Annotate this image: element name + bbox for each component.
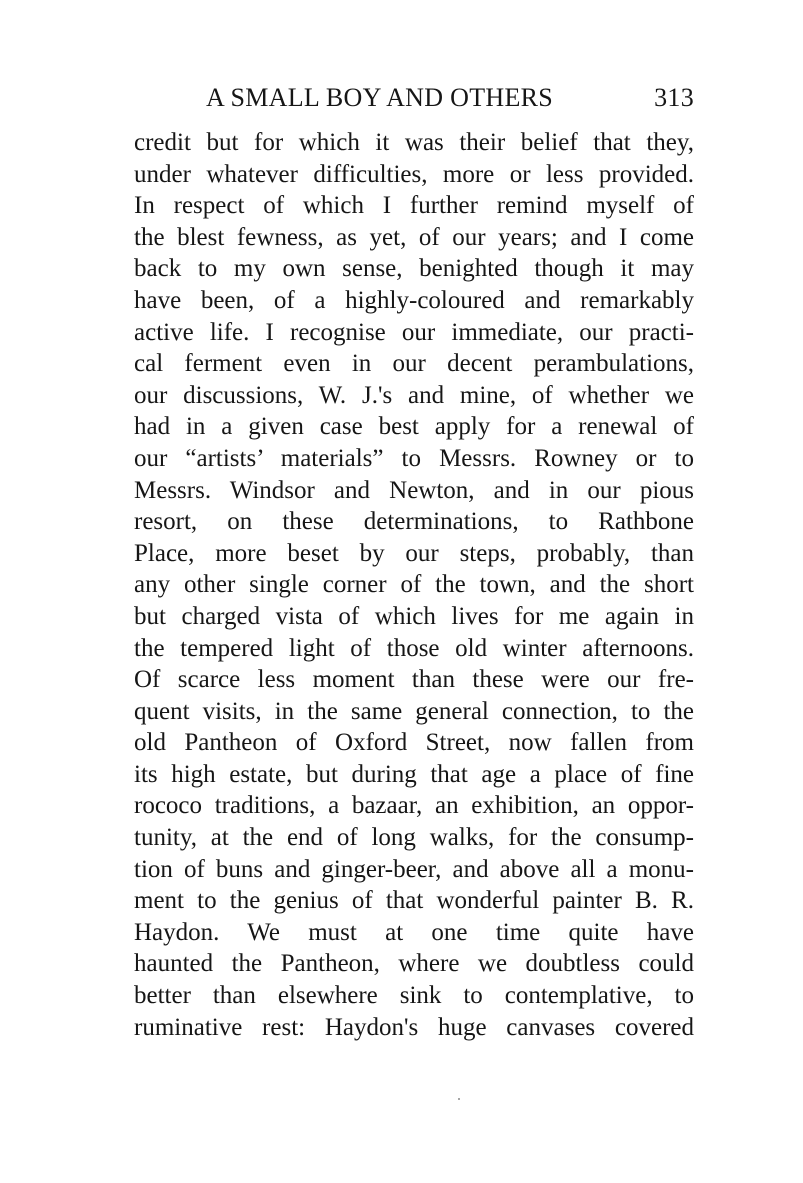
text-line: active life. I recognise our immediate, our practi- [134,318,694,346]
text-line: Of scarce less moment than these were our fre- [134,666,694,694]
text-line: its high estate, but during that age a place of fine [134,760,694,788]
body-text [134,127,694,1043]
text-line: the blest fewness, as yet, of our years; and I come [134,223,694,251]
text-line: had in a given case best apply for a renewal of [134,413,694,441]
text-line: old Pantheon of Oxford Street, now fallen from [134,729,694,757]
running-head [134,79,694,117]
text-line: rococo traditions, a bazaar, an exhibition, an oppor- [134,792,694,820]
text-line: resort, on these determinations, to Rathbone [134,508,694,536]
text-line: ment to the genius of that wonderful painter B. R. [134,887,694,915]
text-line: Haydon. We must at one time quite have [134,918,694,946]
text-line: under whatever difficulties, more or less provided. [134,160,694,188]
running-title: A SMALL BOY AND OTHERS [206,83,554,112]
text-line: have been, of a highly-coloured and remarkably [134,286,694,314]
text-line: the tempered light of those old winter afternoons. [134,634,694,662]
text-line: Messrs. Windsor and Newton, and in our pious [134,476,694,504]
text-line: quent visits, in the same general connection, to the [134,697,694,725]
text-line: Place, more beset by our steps, probably, than [134,539,694,567]
text-line: our “artists’ materials” to Messrs. Rowney or to [134,444,694,472]
text-line: our discussions, W. J.'s and mine, of whether we [134,381,694,409]
text-line: In respect of which I further remind myself of [134,192,694,220]
text-line: tion of buns and ginger-beer, and above all a monu- [134,855,694,883]
text-line: ruminative rest: Haydon's huge canvases covered [134,1013,694,1041]
text-line: cal ferment even in our decent perambulations, [134,350,694,378]
text-line: back to my own sense, benighted though it may [134,255,694,283]
text-line: tunity, at the end of long walks, for the consump- [134,824,694,852]
text-line: any other single corner of the town, and the short [134,571,694,599]
page-number: 313 [654,83,694,112]
text-line: better than elsewhere sink to contemplative, to [134,982,694,1010]
page-speck [458,1098,460,1100]
text-line: but charged vista of which lives for me again in [134,602,694,630]
text-line: haunted the Pantheon, where we doubtless could [134,950,694,978]
text-line: credit but for which it was their belief that they, [134,129,694,156]
